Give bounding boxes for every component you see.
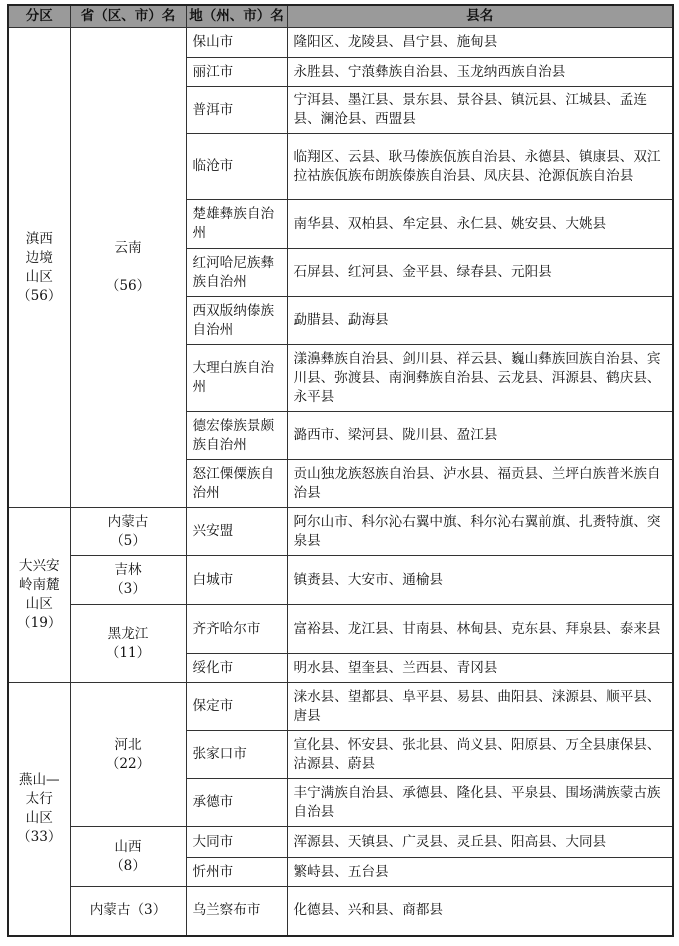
header-province: 省（区、市）名 bbox=[70, 5, 186, 28]
county-cell: 隆阳区、龙陵县、昌宁县、施甸县 bbox=[287, 28, 673, 58]
county-cell: 宣化县、怀安县、张北县、尚义县、阳原县、万全县康保县、沽源县、蔚县 bbox=[287, 731, 673, 779]
region-cell: 燕山— 太行 山区 （33） bbox=[8, 683, 70, 936]
province-cell: 云南 （56） bbox=[70, 28, 186, 508]
table-row bbox=[8, 508, 673, 556]
region-cell: 滇西 边境 山区 （56） bbox=[8, 28, 70, 508]
prefecture-cell: 张家口市 bbox=[186, 731, 287, 779]
prefecture-cell: 乌兰察布市 bbox=[186, 887, 287, 936]
prefecture-cell: 兴安盟 bbox=[186, 508, 287, 556]
province-cell: 吉林 （3） bbox=[70, 556, 186, 605]
county-cell: 涞水县、望都县、阜平县、易县、曲阳县、涞源县、顺平县、唐县 bbox=[287, 683, 673, 731]
prefecture-cell: 丽江市 bbox=[186, 58, 287, 87]
table-row bbox=[8, 556, 673, 605]
poverty-county-table bbox=[7, 4, 674, 937]
county-cell: 化德县、兴和县、商都县 bbox=[287, 887, 673, 936]
prefecture-cell: 忻州市 bbox=[186, 858, 287, 887]
table-row bbox=[8, 827, 673, 858]
table-row bbox=[8, 605, 673, 654]
county-cell: 浑源县、天镇县、广灵县、灵丘县、阳高县、大同县 bbox=[287, 827, 673, 858]
prefecture-cell: 临沧市 bbox=[186, 134, 287, 200]
prefecture-cell: 保定市 bbox=[186, 683, 287, 731]
county-cell: 明水县、望奎县、兰西县、青冈县 bbox=[287, 654, 673, 683]
county-cell: 阿尔山市、科尔沁右翼中旗、科尔沁右翼前旗、扎赉特旗、突泉县 bbox=[287, 508, 673, 556]
county-cell: 宁洱县、墨江县、景东县、景谷县、镇沅县、江城县、孟连县、澜沧县、西盟县 bbox=[287, 87, 673, 134]
county-cell: 漾濞彝族自治县、剑川县、祥云县、巍山彝族回族自治县、宾川县、弥渡县、南涧彝族自治县、云龙县、洱源县、鹤庆县、永平县 bbox=[287, 345, 673, 412]
county-cell: 南华县、双柏县、牟定县、永仁县、姚安县、大姚县 bbox=[287, 200, 673, 249]
prefecture-cell: 怒江傈僳族自治州 bbox=[186, 460, 287, 508]
county-cell: 繁峙县、五台县 bbox=[287, 858, 673, 887]
county-cell: 潞西市、梁河县、陇川县、盈江县 bbox=[287, 412, 673, 460]
header-prefecture: 地（州、市）名 bbox=[186, 5, 287, 28]
header-region: 分区 bbox=[8, 5, 70, 28]
county-cell: 丰宁满族自治县、承德县、隆化县、平泉县、围场满族蒙古族自治县 bbox=[287, 779, 673, 827]
province-cell: 内蒙古（3） bbox=[70, 887, 186, 936]
table-row bbox=[8, 887, 673, 936]
county-cell: 临翔区、云县、耿马傣族佤族自治县、永德县、镇康县、双江拉祜族佤族布朗族傣族自治县、凤庆县、沧源佤族自治县 bbox=[287, 134, 673, 200]
prefecture-cell: 白城市 bbox=[186, 556, 287, 605]
prefecture-cell: 普洱市 bbox=[186, 87, 287, 134]
region-cell: 大兴安 岭南麓 山区 （19） bbox=[8, 508, 70, 683]
prefecture-cell: 德宏傣族景颇族自治州 bbox=[186, 412, 287, 460]
county-cell: 富裕县、龙江县、甘南县、林甸县、克东县、拜泉县、泰来县 bbox=[287, 605, 673, 654]
prefecture-cell: 大同市 bbox=[186, 827, 287, 858]
prefecture-cell: 西双版纳傣族自治州 bbox=[186, 297, 287, 345]
prefecture-cell: 楚雄彝族自治州 bbox=[186, 200, 287, 249]
header-counties: 县名 bbox=[287, 5, 673, 28]
province-cell: 黑龙江 （11） bbox=[70, 605, 186, 683]
county-cell: 镇赉县、大安市、通榆县 bbox=[287, 556, 673, 605]
prefecture-cell: 承德市 bbox=[186, 779, 287, 827]
table-row bbox=[8, 28, 673, 58]
county-cell: 贡山独龙族怒族自治县、泸水县、福贡县、兰坪白族普米族自治县 bbox=[287, 460, 673, 508]
province-cell: 山西 （8） bbox=[70, 827, 186, 887]
prefecture-cell: 大理白族自治州 bbox=[186, 345, 287, 412]
county-cell: 永胜县、宁蒗彝族自治县、玉龙纳西族自治县 bbox=[287, 58, 673, 87]
prefecture-cell: 齐齐哈尔市 bbox=[186, 605, 287, 654]
prefecture-cell: 绥化市 bbox=[186, 654, 287, 683]
county-cell: 石屏县、红河县、金平县、绿春县、元阳县 bbox=[287, 249, 673, 297]
province-cell: 内蒙古 （5） bbox=[70, 508, 186, 556]
header-row bbox=[8, 5, 673, 28]
county-cell: 勐腊县、勐海县 bbox=[287, 297, 673, 345]
prefecture-cell: 红河哈尼族彝族自治州 bbox=[186, 249, 287, 297]
prefecture-cell: 保山市 bbox=[186, 28, 287, 58]
table-row bbox=[8, 683, 673, 731]
province-cell: 河北 （22） bbox=[70, 683, 186, 827]
